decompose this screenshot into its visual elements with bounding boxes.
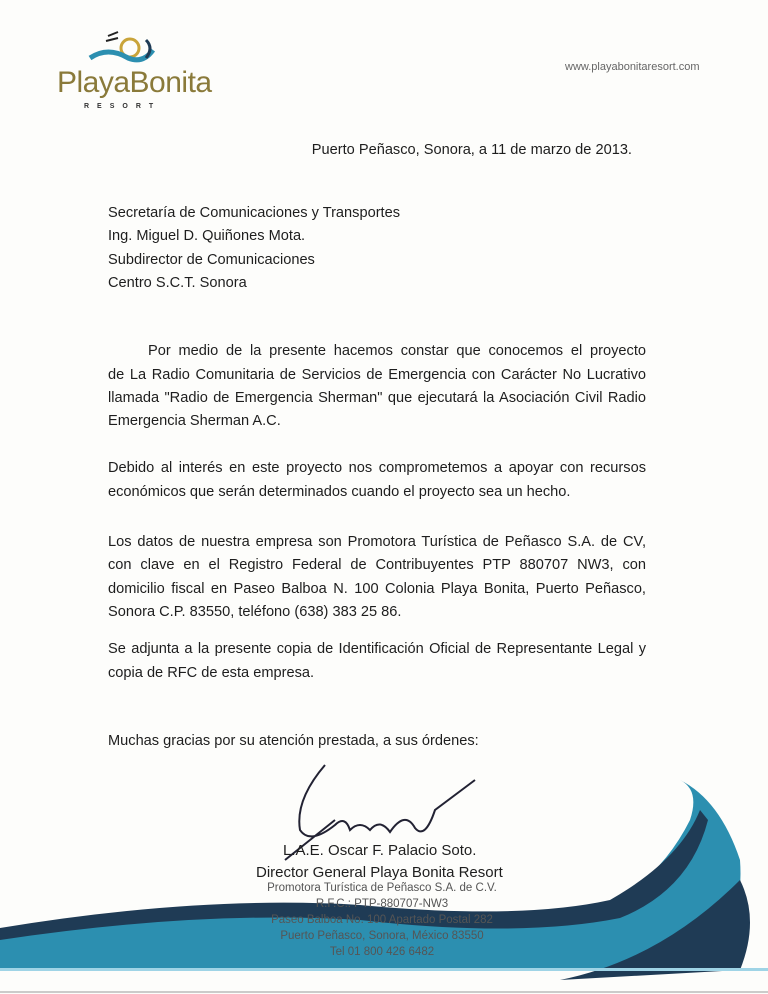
letter-date: Puerto Peñasco, Sonora, a 11 de marzo de 2013. (311, 142, 632, 158)
body-line: Emergencia Sherman A.C. (108, 413, 281, 429)
body-line: Los datos de nuestra empresa son Promotora Turística de Peñasco S.A. de CV, (108, 534, 646, 550)
addressee-line: Secretaría de Comunicaciones y Transportes (108, 205, 401, 221)
footer-line: Promotora Turística de Peñasco S.A. de C.V. (267, 882, 497, 894)
website: www.playabonitaresort.com (565, 61, 700, 73)
signer-name: L.A.E. Oscar F. Palacio Soto. (283, 842, 477, 859)
addressee-line: Ing. Miguel D. Quiñones Mota. (108, 228, 306, 244)
logo-subtext: RESORT (84, 103, 162, 110)
addressee-line: Centro S.C.T. Sonora (108, 275, 247, 291)
body-line: Por medio de la presente hacemos constar que conocemos el proyecto (148, 343, 646, 359)
body-line: con clave en el Registro Federal de Contribuyentes PTP 880707 NW3, con (108, 557, 646, 573)
body-line: copia de RFC de esta empresa. (108, 665, 315, 681)
signer-title: Director General Playa Bonita Resort (256, 864, 503, 881)
closing-line: Muchas gracias por su atención prestada, a sus órdenes: (108, 733, 479, 749)
body-line: llamada "Radio de Emergencia Sherman" que ejecutará la Asociación Civil Radio (108, 390, 646, 406)
body-line: Sonora C.P. 83550, teléfono (638) 383 25 86. (108, 604, 402, 620)
logo-text: PlayaBonita (57, 66, 212, 99)
footer-line: Paseo Balboa No. 100 Apartado Postal 282 (271, 914, 493, 926)
logo-sun-wave-icon (88, 28, 158, 68)
body-line: Debido al interés en este proyecto nos comprometemos a apoyar con recursos (108, 460, 646, 476)
body-line: domicilio fiscal en Paseo Balboa N. 100 Colonia Playa Bonita, Puerto Peñasco, (108, 581, 646, 597)
footer-line: Puerto Peñasco, Sonora, México 83550 (280, 930, 484, 942)
footer-line: Tel 01 800 426 6482 (329, 946, 435, 958)
body-line: de La Radio Comunitaria de Servicios de Emergencia con Carácter No Lucrativo (108, 367, 646, 383)
body-line: Se adjunta a la presente copia de Identificación Oficial de Representante Legal y (108, 641, 646, 657)
footer-line: R.F.C.: PTP-880707-NW3 (315, 898, 449, 910)
addressee-line: Subdirector de Comunicaciones (108, 252, 315, 268)
body-line: económicos que serán determinados cuando el proyecto sea un hecho. (108, 484, 571, 500)
